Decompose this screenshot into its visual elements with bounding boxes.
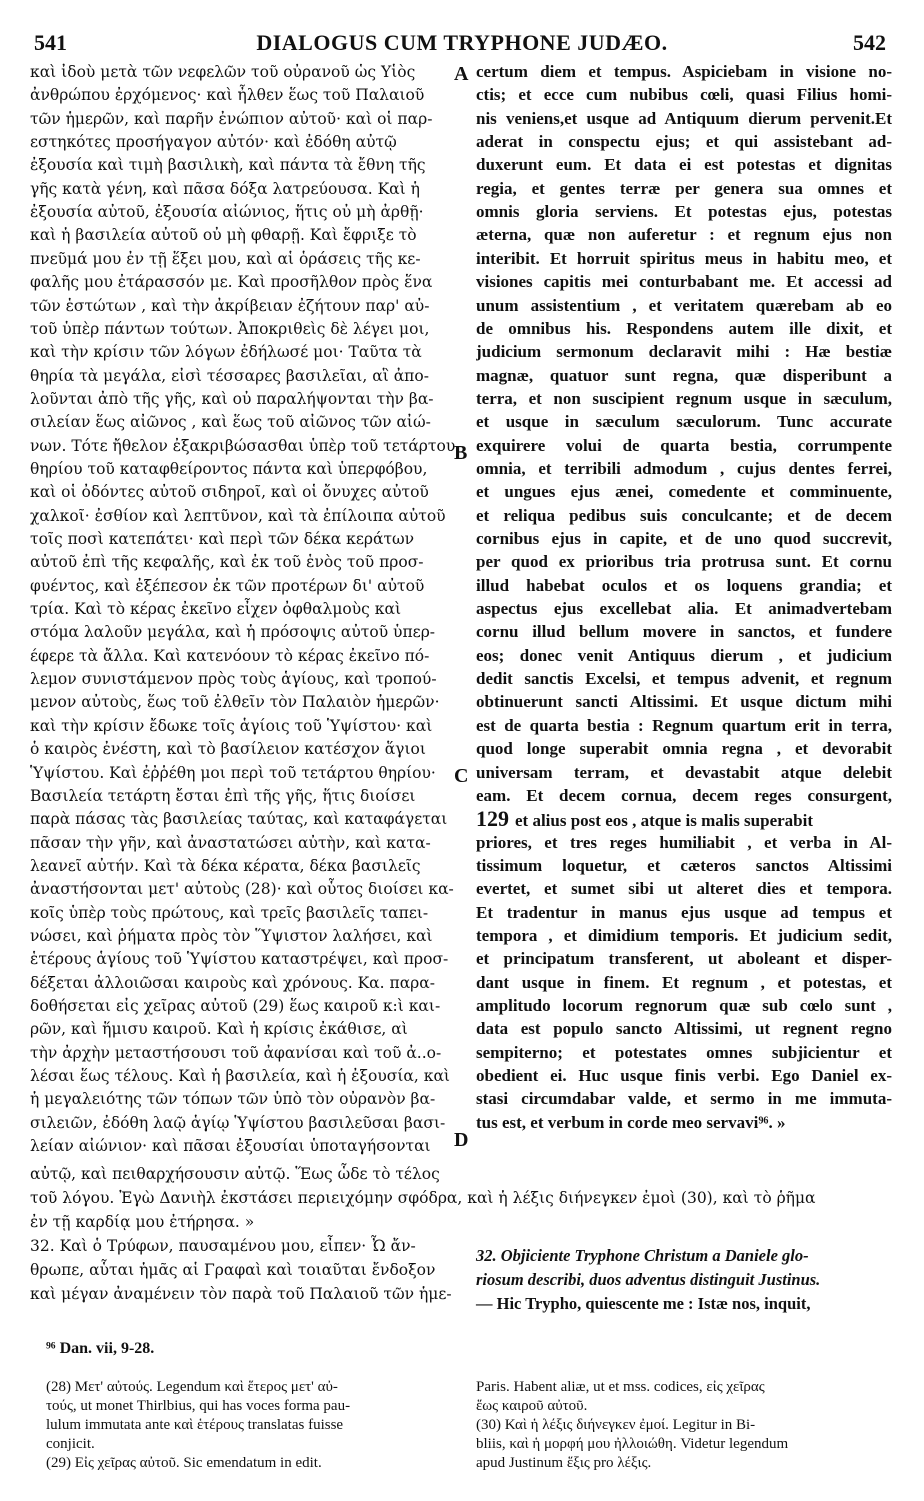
greek-text-line: λέσαι ἕως τέλους. Καὶ ἡ βασιλεία, καὶ ἡ ἐξουσία, καὶ <box>30 1067 450 1086</box>
latin-text-line: omnis gloria serviens. Et potestas ejus, potestas <box>476 202 892 222</box>
greek-text-line: δοθήσεται εἰς χεῖρας αὐτοῦ (29) ἕως καιροῦ κ:ὶ και- <box>30 997 441 1015</box>
latin-text-line: ctis; et ecce cum nubibus cœli, quasi Filius homi- <box>476 85 892 105</box>
greek-text-line: χαλκοῖ· ἐσθίον καὶ λεπτῦνον, καὶ τὰ ἐπίλοιπα αὐτοῦ <box>30 506 446 525</box>
latin-text-line: illud habebat oculos et os loquens grandia; et <box>476 575 892 595</box>
latin-text-line: judicium sermonum declaravit mihi : Hæ bestiæ <box>476 342 892 362</box>
latin-text-line: priores, et tres reges humiliabit , et verba in Al- <box>476 832 892 852</box>
greek-text-line: λοῦνται ἀπὸ τῆς γῆς, καὶ οὐ παραλήψονται τὴν βα- <box>30 389 434 408</box>
greek-text-line: ἑτέρους ἁγίους τοῦ Ὑψίστου καταστρέψει, καὶ προσ- <box>30 950 449 969</box>
latin-text-line: tissimum loquetur, et cæteros sanctos Altissimi <box>476 855 892 875</box>
greek-text-line: τοῖς ποσὶ κατεπάτει· καὶ περὶ τῶν δέκα κεράτων <box>30 530 415 548</box>
note-line: lulum immutata ante καὶ ἑτέρους translatas fuisse <box>46 1417 344 1433</box>
latin-text-line: universam terram, et devastabit atque delebit <box>476 762 892 782</box>
latin-text-fragment: et alius post eos , atque is malis superabit <box>515 811 813 831</box>
margin-marker-d: D <box>454 1129 469 1151</box>
greek-text-line: καὶ οἱ ὀδόντες αὐτοῦ σιδηροῖ, καὶ οἱ ὄνυχες αὐτοῦ <box>30 483 429 502</box>
greek-text-line: παρὰ πάσας τὰς βασιλείας ταύτας, καὶ καταφάγεται <box>30 810 448 829</box>
latin-text-line: amplitudo locorum regnorum quæ sub cœlo sunt , <box>476 996 892 1015</box>
latin-text-line: terra, et non suscipient regnum usque in sæculum, <box>476 388 892 408</box>
greek-text-line: ρῶν, καὶ ἥμισυ καιροῦ. Καὶ ἡ κρίσις ἐκάθισε, αὶ <box>30 1020 408 1039</box>
greek-text-line: έφερε τὰ ἄλλα. Καὶ κατενόουν τὸ κέρας ἐκεῖνο πό- <box>30 646 430 665</box>
full-width-text-line: ἐν τῇ καρδίᾳ μου ἐτήρησα. » <box>30 1213 255 1231</box>
greek-text-line: δέξεται ἀλλοιῶσαι καιροὺς καὶ χρόνους. Κα. παρα- <box>30 973 435 992</box>
note-line: ἕως καιροῦ αὐτοῦ. <box>476 1398 588 1414</box>
latin-text-line: visiones capitis mei conturbabant me. Et accessi ad <box>476 272 892 292</box>
greek-text-line: τῶν ἡμερῶν, καὶ παρῆν ἐνώπιον αὐτοῦ· καὶ οἱ παρ- <box>30 109 433 128</box>
latin-text-line: quod longe superabit omnia regna , et devorabit <box>476 739 892 759</box>
greek-text-line: ἡ μεγαλειότης τῶν τόπων τῶν ὑπὸ τὸν οὐρανὸν βα- <box>30 1090 436 1109</box>
section-32-greek-line: καὶ μέγαν ἀναμένειν τὸν παρὰ τοῦ Παλαιοῦ τῶν ἡμε- <box>30 1285 452 1303</box>
latin-text-line: Et tradentur in manus ejus usque ad tempus et <box>476 902 892 922</box>
greek-text-line: τῶν ἑστώτων , καὶ τὴν ἀκρίβειαν ἐζήτουν παρ' αὐ- <box>30 296 430 315</box>
latin-text-line: data est populo sancto Altissimi, ut regnent regno <box>476 1019 892 1039</box>
latin-text-line: tus est, et verbum in corde meo servavi⁹⁶. » <box>476 1112 786 1132</box>
latin-text-line: aspectus ejus excellebat alia. Et animadvertebam <box>476 599 892 619</box>
latin-text-line: unum assistentium , et veritatem quærebam ab eo <box>476 295 892 315</box>
greek-text-line: νώσει, καὶ ῥήματα πρὸς τὸν Ὕψιστον λαλήσει, καὶ <box>30 926 433 945</box>
greek-text-line: στόμα λαλοῦν μεγάλα, καὶ ἡ πρόσοψις αὐτοῦ ὑπερ- <box>30 623 436 642</box>
latin-text-line: æterna, quæ non auferetur : et regnum ejus non <box>476 225 892 245</box>
note-line: conjicit. <box>46 1436 95 1452</box>
greek-text-line: καὶ ἰδοὺ μετὰ τῶν νεφελῶν τοῦ οὐρανοῦ ὡς Υἱὸς <box>30 63 416 81</box>
margin-marker-a: A <box>454 63 469 85</box>
note-line: Paris. Habent aliæ, ut et mss. codices, εἰς χεῖρας <box>476 1379 765 1395</box>
latin-text-line: interibit. Et horruit spiritus meus in habitu meo, et <box>476 248 892 268</box>
latin-text-line: exquirere volui de quarta bestia, corrumpente <box>476 435 892 455</box>
latin-text-line: et usque in sæculum sæculorum. Tunc accurate <box>476 412 892 432</box>
greek-text-line: κοῖς ὑπὲρ τοὺς πρώτους, καὶ τρεῖς βασιλεῖς ταπει- <box>30 903 429 922</box>
note-line: (30) Καὶ ἡ λέξις διήνεγκεν ἐμοί. Legitur in Bi- <box>476 1417 756 1433</box>
greek-text-line: ἐξουσία αὐτοῦ, ἐξουσία αἰώνιος, ἥτις οὐ μὴ ἀρθῇ· <box>30 203 424 222</box>
greek-text-line: πνεῦμά μου ἐν τῇ ἕξει μου, καὶ αἱ ὁράσεις τῆς κε- <box>30 249 421 268</box>
note-line: bliis, καὶ ἡ μορφή μου ἠλλοιώθη. Videtur legendum <box>476 1436 789 1452</box>
section-heading-line: 32. Objiciente Tryphone Christum a Daniele glo- <box>476 1246 809 1265</box>
greek-text-line: φαλῆς μου ἐτάρασσόν με. Καὶ προσῆλθον πρὸς ἕνα <box>30 273 433 292</box>
latin-text-line: omnia, et terribili admodum , cujus dentes ferrei, <box>476 458 892 478</box>
greek-text-line: τρία. Καὶ τὸ κέρας ἐκεῖνο εἶχεν ὀφθαλμοὺς καὶ <box>30 600 402 619</box>
latin-text-line: dedit sanctis Excelsi, et tempus advenit, et regnum <box>476 669 892 689</box>
greek-text-line: εστηκότες προσήγαγον αὐτόν· καὶ ἐδόθη αὐτῷ <box>30 133 397 152</box>
latin-text-line: evertet, et sumet sibi ut alteret dies et tempora. <box>476 879 892 899</box>
section-32-greek-line: 32. Καὶ ὁ Τρύφων, παυσαμένου μου, εἶπεν· Ὦ ἄν- <box>30 1237 416 1255</box>
latin-text-line <box>476 807 892 833</box>
greek-text-line: Ὑψίστου. Καὶ ἐῤῥέθη μοι περὶ τοῦ τετάρτου θηρίου· <box>30 763 436 782</box>
greek-text-line: τοῦ ὑπὲρ πάντων τούτων. Ἀποκριθεὶς δὲ λέγει μοι, <box>30 319 430 338</box>
latin-text-line: sempiterno; et potestates omnes subjicientur et <box>476 1042 892 1062</box>
greek-text-line: μενον αὐτοὺς, ἕως τοῦ ἐλθεῖν τὸν Παλαιὸν ἡμερῶν· <box>30 693 440 712</box>
greek-text-line: Βασιλεία τετάρτη ἔσται ἐπὶ τῆς γῆς, ἥτις διοίσει <box>30 786 416 805</box>
note-line: (29) Εἰς χεῖρας αὐτοῦ. Sic emendatum in edit. <box>46 1455 322 1471</box>
greek-text-line: θηρία τὰ μεγάλα, εἰσὶ τέσσαρες βασιλεῖαι, αἳ ἀπο- <box>30 366 429 385</box>
margin-marker-c: C <box>454 765 469 787</box>
latin-text-line: et ungues ejus ænei, comedente et comminuente, <box>476 482 892 502</box>
greek-text-line: σιλείαν ἕως αἰῶνος , καὶ ἕως τοῦ αἰῶνος τῶν αἰώ- <box>30 413 431 432</box>
greek-text-line: νων. Τότε ἤθελον ἐξακριβώσασθαι ὑπὲρ τοῦ τετάρτου <box>30 436 455 455</box>
latin-text-line: tempora , et dimidium temporis. Et judicium sedit, <box>476 925 892 945</box>
latin-text-line: stasi circumdabar valde, et sermo in me immuta- <box>476 1089 892 1109</box>
greek-text-line: ἀνθρώπου ἐρχόμενος· καὶ ἦλθεν ἕως τοῦ Παλαιοῦ <box>30 86 425 105</box>
greek-text-line: καὶ τὴν κρίσιν ἔδωκε τοῖς ἁγίοις τοῦ Ὑψίστου· καὶ <box>30 716 433 735</box>
latin-text-line: duxerunt eum. Et data ei est potestas et dignitas <box>476 155 892 175</box>
greek-text-line: ἀναστήσονται μετ' αὐτοὺς (28)· καὶ οὗτος διοίσει κα- <box>30 880 454 899</box>
latin-text-line: et reliqua pedibus suis conculcante; et de decem <box>476 505 892 525</box>
greek-text-line: καὶ τὴν κρίσιν τῶν λόγων ἐδήλωσέ μοι· Ταῦτα τὰ <box>30 343 422 362</box>
column-number: 129 <box>476 807 509 832</box>
section-32-greek-line: θρωπε, αὗται ἡμᾶς αἱ Γραφαὶ καὶ τοιαῦται ἔνδοξον <box>30 1261 436 1279</box>
latin-text-line: nis veniens,et usque ad Antiquum dierum pervenit.Et <box>476 108 892 128</box>
latin-text-line: obtinuerunt sancti Altissimi. Et usque dictum mihi <box>476 692 892 712</box>
greek-text-line: σιλειῶν, ἐδόθη λαῷ ἁγίῳ Ὑψίστου βασιλεῦσαι βασι- <box>30 1113 446 1132</box>
latin-text-line: certum diem et tempus. Aspiciebam in visione no- <box>476 62 892 81</box>
latin-text-line: est de quarta bestia : Regnum quartum erit in terra, <box>476 715 892 735</box>
latin-text-line: obedient ei. Huc usque finis verbi. Ego Daniel ex- <box>476 1066 892 1086</box>
note-line: apud Justinum ἕξις pro λέξις. <box>476 1455 652 1471</box>
note-line: (28) Μετ' αὐτούς. Legendum καὶ ἕτερος μετ' αὐ- <box>46 1379 338 1395</box>
section-text-line: — Hic Trypho, quiescente me : Istæ nos, inquit, <box>476 1294 811 1313</box>
latin-text-line: aderat in conspectu ejus; et qui assistebant ad- <box>476 132 892 152</box>
full-width-text-line: τοῦ λόγου. Ἐγὼ Δανιὴλ ἐκστάσει περιειχόμην σφόδρα, καὶ ἡ λέξις διήνεγκεν ἐμοὶ (30), καὶ τὸ ῥῆμα <box>30 1189 816 1207</box>
latin-text-line: regia, et gentes terræ per genera sua omnes et <box>476 178 892 198</box>
greek-text-line: φυέντος, καὶ ἐξέπεσον ἐκ τῶν προτέρων δι' αὐτοῦ <box>30 576 425 595</box>
latin-text-line: cornibus ejus in capite, et de uno quod succrevit, <box>476 529 892 548</box>
full-width-text-line: αὐτῷ, καὶ πειθαρχήσουσιν αὐτῷ. Ἕως ὧδε τὸ τέλος <box>30 1165 440 1183</box>
greek-text-line: ἐξουσία καὶ τιμὴ βασιλικὴ, καὶ πάντα τὰ ἔθνη τῆς <box>30 156 426 175</box>
latin-text-line: eam. Et decem cornua, decem reges consurgent, <box>476 785 892 805</box>
greek-text-line: λεμον συνιστάμενον πρὸς τοὺς ἁγίους, καὶ τροπού- <box>30 670 437 689</box>
greek-text-line: θηρίου τοῦ καταφθείροντος πάντα καὶ ὑπερφόβου, <box>30 459 428 478</box>
right-page-number: 542 <box>853 30 886 55</box>
latin-text-line: magnæ, quatuor sunt regna, quæ disperibunt a <box>476 365 892 385</box>
greek-text-line: τὴν ἀρχὴν μεταστήσουσι τοῦ ἀφανίσαι καὶ τοῦ ἀ..ο- <box>30 1043 442 1062</box>
latin-text-line: per quod ex prioribus tria protrusa sunt. Et cornu <box>476 552 892 572</box>
latin-text-line: eos; donec venit Antiquus dierum , et judicium <box>476 645 892 665</box>
note-line: τούς, ut monet Thirlbius, qui has voces forma pau- <box>46 1398 351 1414</box>
greek-text-line: γῆς κατὰ γένη, καὶ πᾶσα δόξα λατρεύουσα. Καὶ ἡ <box>30 179 420 198</box>
greek-text-line: αὐτοῦ ἐπὶ τῆς κεφαλῆς, καὶ ἐκ τοῦ ἑνὸς τοῦ προσ- <box>30 553 424 572</box>
running-title: DIALOGUS CUM TRYPHONE JUDÆO. <box>256 30 668 55</box>
latin-text-line: de omnibus his. Respondens autem ille dixit, et <box>476 318 892 338</box>
greek-text-line: καὶ ἡ βασιλεία αὐτοῦ οὐ μὴ φθαρῇ. Καὶ ἔφριξε τὸ <box>30 226 417 245</box>
latin-text-line: cornu illud bellum movere in sanctos, et fundere <box>476 622 892 642</box>
greek-text-line: λείαν αἰώνιον· καὶ πᾶσαι ἐξουσίαι ὑποταγήσονται <box>30 1137 431 1156</box>
greek-text-line: ὁ καιρὸς ἐνέστη, καὶ τὸ βασίλειον κατέσχον ἅγιοι <box>30 740 426 759</box>
latin-text-line: et principatum transferent, ut aboleant et disper- <box>476 949 892 969</box>
greek-text-line: πᾶσαν τὴν γῆν, καὶ ἀναστατώσει αὐτὴν, καὶ κατα- <box>30 833 431 852</box>
left-page-number: 541 <box>34 30 67 55</box>
section-heading-line: riosum describi, duos adventus distinguit Justinus. <box>476 1270 821 1289</box>
latin-text-line: dant usque in finem. Et regnum , et potestas, et <box>476 972 892 992</box>
footnote-96: ⁹⁶ Dan. vii, 9-28. <box>46 1340 155 1357</box>
greek-text-line: λεανεῖ αὐτήν. Καὶ τὰ δέκα κέρατα, δέκα βασιλεῖς <box>30 856 421 875</box>
margin-marker-b: B <box>454 442 468 464</box>
